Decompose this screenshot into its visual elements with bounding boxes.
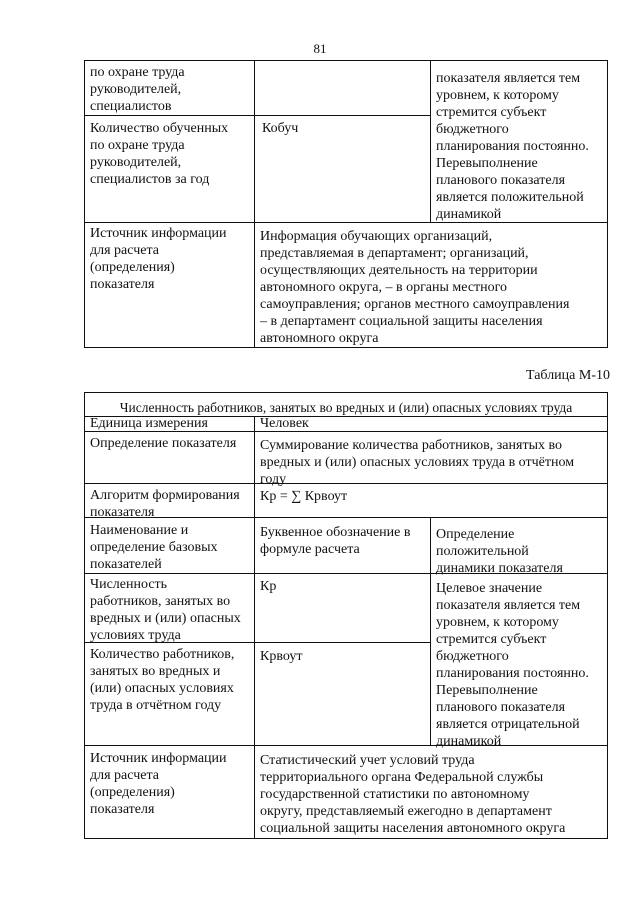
table1-source-label: Источник информации для расчета (определения) показателя bbox=[90, 226, 227, 292]
row-b-letter: Крвоут bbox=[260, 649, 303, 664]
table2-title: Численность работников, занятых во вредных и (или) опасных условиях труда bbox=[119, 400, 573, 415]
unit-value: Человек bbox=[260, 416, 309, 431]
page-number: 81 bbox=[313, 41, 327, 56]
letter-designation-header: Буквенное обозначение в формуле расчета bbox=[260, 525, 411, 557]
table1-dynamics-text: показателя является тем уровнем, к которому стремится субъект бюджетного планирования постоянно. Перевыполнение планового показателя является положительной динамикой bbox=[436, 71, 589, 222]
row-a-letter: Кр bbox=[260, 579, 277, 594]
algorithm-label: Алгоритм формирования показателя bbox=[90, 488, 240, 520]
table2-source-text: Статистический учет условий труда территориального органа Федеральной службы государственной статистики по автономному округу, представляемый ежегодно в департамент социальной защиты населения автономного округа bbox=[260, 753, 566, 836]
table1-row1-label: по охране труда руководителей, специалистов bbox=[90, 65, 185, 114]
algorithm-formula: Кр = ∑ Крвоут bbox=[260, 489, 348, 504]
table2-dynamics-text: Целевое значение показателя является тем уровнем, к которому стремится субъект бюджетного планирования постоянно. Перевыполнение планового показателя является отрицательной динамикой bbox=[436, 581, 589, 749]
positive-dynamics-header: Определение положительной динамики показателя bbox=[436, 527, 563, 576]
table1-source-text: Информация обучающих организаций, представляемая в департамент; организаций, осуществляющих деятельность на территории автономного округа, – в органы местного самоуправления; органов местного самоуправления – в департамент социальной защиты населения автономного округа bbox=[260, 229, 570, 346]
table2-source-label: Источник информации для расчета (определения) показателя bbox=[90, 751, 227, 817]
table1-row2-label: Количество обученных по охране труда руководителей, специалистов за год bbox=[90, 121, 229, 187]
row-b-label: Количество работников, занятых во вредных и (или) опасных условиях труда в отчётном году bbox=[90, 647, 235, 713]
table-caption: Таблица М-10 bbox=[526, 368, 610, 383]
definition-value: Суммирование количества работников, занятых во вредных и (или) опасных условиях труда в отчётном году bbox=[260, 438, 575, 487]
base-indicators-label: Наименование и определение базовых показателей bbox=[90, 523, 218, 572]
table1-row2-letter: Кобуч bbox=[262, 121, 299, 136]
definition-label: Определение показателя bbox=[90, 436, 237, 451]
row-a-label: Численность работников, занятых во вредных и (или) опасных условиях труда bbox=[90, 577, 241, 643]
unit-label: Единица измерения bbox=[90, 416, 208, 431]
